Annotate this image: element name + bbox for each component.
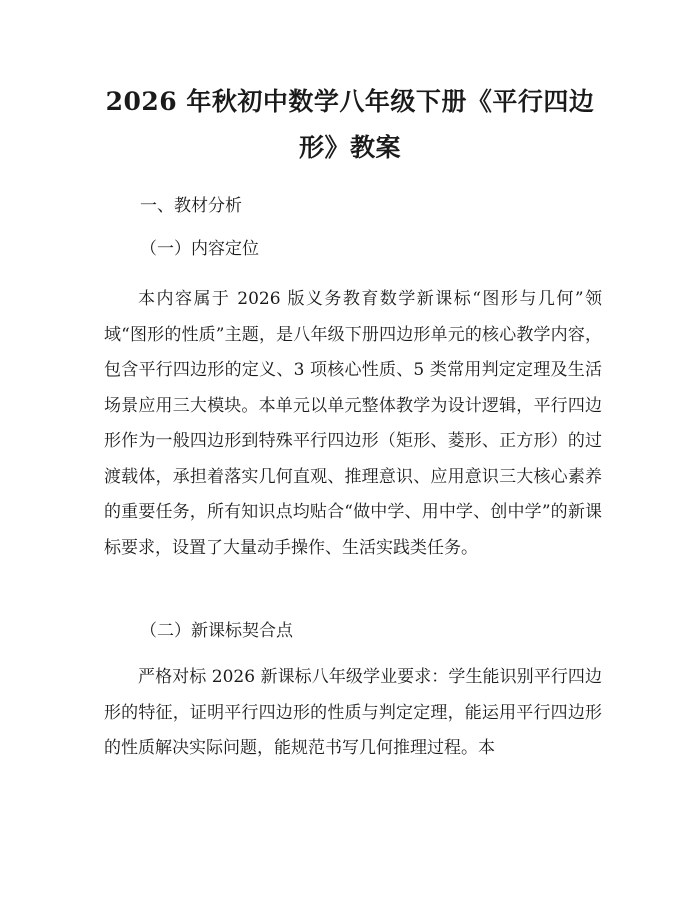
subsection-heading-content-positioning: （一）内容定位 [140, 239, 259, 259]
section-heading-teaching-material-analysis: 一、教材分析 [140, 196, 242, 216]
document-title-line-2: 形》教案 [298, 133, 401, 162]
document-title-line-1: 2026 年秋初中数学八年级下册《平行四边 [105, 87, 595, 116]
paragraph-content-positioning: 本内容属于 2026 版义务教育数学新课标“图形与几何”领域“图形的性质”主题，是八年级下册四边形单元的核心教学内容，包含平行四边形的定义、3 项核心性质、5 类常用判定定理及生活场景应用三大模块。本单元以单元整体教学为设计逻辑，平行四边形作为一般四边形到特殊平行四边形（矩形、菱形、正方形）的过渡载体，承担着落实几何直观、推理意识、应用意识三大核心素养的重要任务，所有知识点均贴合“做中学、用中学、创中学”的新课标要求，设置了大量动手操作、生活实践类任务。 [104, 289, 602, 558]
subsection-heading-curriculum-alignment: （二）新课标契合点 [140, 621, 293, 641]
paragraph-curriculum-alignment: 严格对标 2026 新课标八年级学业要求：学生能识别平行四边形的特征，证明平行四边形的性质与判定定理，能运用平行四边形的性质解决实际问题，能规范书写几何推理过程。本 [104, 667, 602, 758]
